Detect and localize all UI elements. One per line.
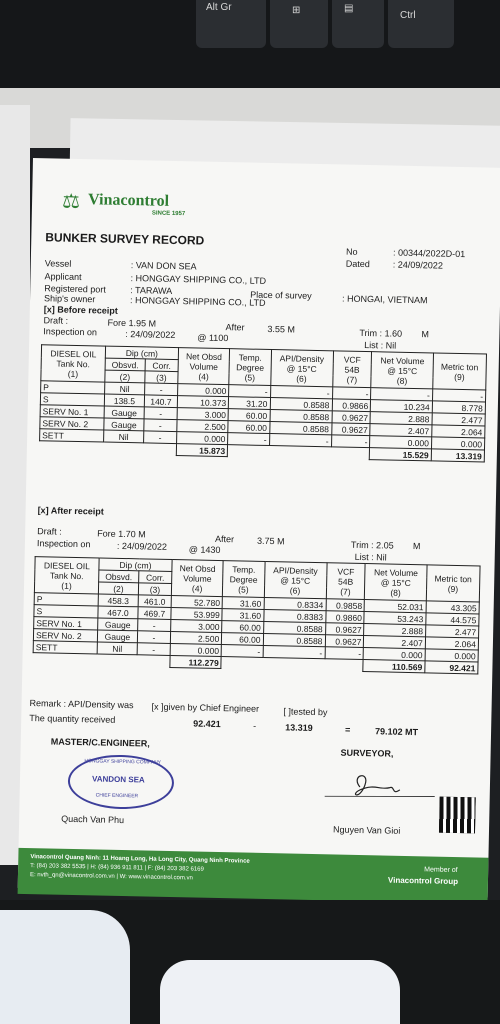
- before-after: 3.55 M: [267, 323, 296, 335]
- value-cell: 467.0: [98, 606, 138, 619]
- value-cell: 0.000: [177, 432, 229, 445]
- value-cell: 0.000: [363, 648, 425, 661]
- value-cell: -: [145, 383, 178, 396]
- value-cell: 31.60: [222, 609, 263, 622]
- logo-since: SINCE 1957: [151, 210, 186, 218]
- value-cell: 2.477: [425, 625, 478, 638]
- value-cell: 52.031: [364, 600, 426, 613]
- value-cell: 0.9860: [325, 611, 364, 624]
- value-cell: 2.064: [432, 425, 485, 438]
- value-cell: -: [325, 647, 364, 660]
- value-cell: Nil: [105, 382, 145, 395]
- surveyor-signature: [320, 764, 441, 807]
- after-fore: Fore 1.70 M: [97, 528, 146, 540]
- value-cell: -: [432, 389, 485, 402]
- value-cell: 44.575: [426, 613, 479, 626]
- footer-address: Vinacontrol Quang Ninh: 11 Hoang Long, Ha Long City, Quang Ninh Province: [30, 854, 250, 865]
- glove: [0, 910, 130, 1024]
- dated-value: : 24/09/2022: [392, 259, 443, 271]
- value-cell: -: [137, 643, 170, 656]
- value-cell: 0.8588: [270, 398, 332, 411]
- applicant-label: Applicant: [44, 271, 82, 283]
- value-cell: -: [263, 645, 325, 658]
- col-mt: Metric ton (9): [426, 565, 480, 602]
- value-cell: 0.9866: [332, 399, 371, 412]
- before-list: List : Nil: [364, 339, 397, 351]
- value-cell: 0.8334: [264, 597, 326, 610]
- value-cell: 52.780: [171, 595, 223, 608]
- value-cell: 10.373: [177, 396, 229, 409]
- before-after-label: After: [225, 322, 245, 333]
- no-value: : 00344/2022D-01: [392, 247, 466, 260]
- key-altgr[interactable]: Alt Gr: [196, 0, 266, 48]
- after-after-label: After: [214, 533, 235, 545]
- col-api: API/Density @ 15°C (6): [270, 350, 333, 387]
- stamp-top-text: HONGGAY SHIPPING COMPANY: [84, 758, 162, 766]
- value-cell: 0.000: [370, 436, 432, 449]
- value-cell: 0.8588: [270, 410, 332, 423]
- tank-cell: SERV No. 1: [34, 617, 98, 630]
- tank-cell: S: [34, 605, 98, 618]
- owner-label: Ship's owner: [43, 293, 96, 305]
- remark-tested: [ ]tested by: [283, 706, 328, 718]
- value-cell: 0.000: [425, 649, 478, 662]
- before-fore: Fore 1.95 M: [107, 317, 157, 329]
- col-net: Net Obsd Volume (4): [178, 348, 230, 385]
- col-corr-n: (3): [138, 583, 171, 596]
- col-obsvd-n: (2): [105, 370, 145, 383]
- company-stamp: [67, 754, 174, 810]
- value-cell: 138.5: [104, 394, 144, 407]
- after-trim-unit: M: [412, 541, 421, 552]
- master-name: Quach Van Phu: [61, 813, 125, 826]
- col-corr-n: (3): [145, 371, 178, 384]
- value-cell: -: [228, 433, 269, 446]
- value-cell: 8.778: [432, 401, 485, 414]
- no-label: No: [346, 246, 358, 257]
- stamp-bottom-text: CHIEF ENGINEER: [95, 792, 139, 800]
- value-cell: 2.888: [370, 412, 432, 425]
- surveyor-title: SURVEYOR,: [340, 747, 394, 759]
- value-cell: -: [270, 386, 332, 399]
- before-total-netvol: 15.529: [370, 448, 432, 461]
- value-cell: 0.8588: [263, 633, 325, 646]
- value-cell: 2.407: [364, 636, 426, 649]
- port-label: Registered port: [44, 283, 106, 295]
- value-cell: Nil: [104, 430, 144, 443]
- owner-value: : HONGGAY SHIPPING CO., LTD: [129, 295, 266, 308]
- col-vcf: VCF 54B (7): [326, 563, 366, 600]
- col-temp: Temp. Degree (5): [223, 561, 265, 598]
- tank-cell: P: [34, 593, 98, 606]
- value-cell: Gauge: [98, 618, 138, 631]
- value-cell: 3.000: [177, 408, 229, 421]
- value-cell: 2.407: [370, 424, 432, 437]
- col-netvol: Net Volume @ 15°C (8): [371, 352, 433, 389]
- value-cell: 461.0: [138, 595, 171, 608]
- after-trim: Trim : 2.05: [350, 539, 394, 551]
- value-cell: Gauge: [104, 406, 144, 419]
- value-cell: 0.9627: [325, 635, 364, 648]
- remark-given: [x ]given by Chief Engineer: [151, 701, 260, 714]
- sleeve: [160, 960, 400, 1024]
- col-tank: DIESEL OIL Tank No. (1): [34, 557, 99, 594]
- after-draft-label: Draft :: [37, 526, 62, 537]
- value-cell: -: [331, 435, 370, 448]
- value-cell: 458.3: [98, 594, 138, 607]
- col-mt: Metric ton (9): [433, 353, 487, 390]
- after-total-volume: 112.279: [170, 655, 222, 668]
- value-cell: 60.00: [228, 421, 269, 434]
- value-cell: 0.8588: [269, 422, 331, 435]
- key-ctrl[interactable]: Ctrl: [388, 0, 454, 48]
- quantity-after: 92.421: [193, 718, 221, 730]
- col-corr: Corr.: [145, 359, 178, 372]
- value-cell: -: [137, 631, 170, 644]
- value-cell: Nil: [97, 642, 137, 655]
- place-value: : HONGAI, VIETNAM: [342, 293, 428, 306]
- tank-cell: SETT: [40, 429, 104, 442]
- before-heading: [x] Before receipt: [43, 304, 118, 316]
- tank-cell: SERV No. 2: [33, 629, 97, 642]
- menu-icon: ▤: [344, 3, 354, 14]
- footer-group: Vinacontrol Group: [387, 875, 459, 887]
- col-net: Net Obsd Volume (4): [171, 560, 223, 597]
- after-total-netvol: 110.569: [363, 660, 425, 673]
- key-menu[interactable]: [332, 0, 384, 48]
- dated-label: Dated: [345, 258, 370, 270]
- vessel-label: Vessel: [44, 258, 72, 269]
- value-cell: 31.60: [222, 597, 263, 610]
- col-netvol: Net Volume @ 15°C (8): [365, 564, 427, 601]
- applicant-value: : HONGGAY SHIPPING CO., LTD: [130, 273, 267, 286]
- tank-cell: SERV No. 1: [40, 405, 104, 418]
- value-cell: -: [221, 645, 262, 658]
- col-obsvd: Obsvd.: [99, 570, 139, 583]
- qr-code-icon: [439, 797, 476, 834]
- port-value: : TARAWA: [130, 285, 173, 296]
- value-cell: -: [269, 434, 331, 447]
- value-cell: 3.000: [171, 619, 223, 632]
- value-cell: Gauge: [104, 418, 144, 431]
- col-dip: Dip (cm): [105, 346, 178, 360]
- col-obsvd: Obsvd.: [105, 358, 145, 371]
- value-cell: 2.888: [364, 624, 426, 637]
- document-footer: [18, 848, 489, 904]
- value-cell: -: [144, 407, 177, 420]
- after-total-mt: 92.421: [425, 661, 478, 674]
- value-cell: -: [144, 419, 177, 432]
- stamp-company: VANDON SEA: [91, 774, 145, 785]
- place-label: Place of survey: [250, 289, 312, 301]
- tank-cell: P: [41, 381, 105, 394]
- quantity-equals: =: [344, 724, 351, 735]
- value-cell: 0.000: [178, 384, 230, 397]
- value-cell: 140.7: [144, 395, 177, 408]
- value-cell: 60.00: [228, 409, 269, 422]
- before-total-mt: 13.319: [431, 449, 484, 462]
- value-cell: 60.00: [222, 633, 263, 646]
- before-inspection-label: Inspection on: [43, 326, 98, 338]
- footer-member: Member of: [424, 866, 458, 875]
- col-temp: Temp. Degree (5): [229, 349, 271, 386]
- tank-cell: S: [40, 393, 104, 406]
- value-cell: 53.999: [171, 607, 223, 620]
- tank-cell: SERV No. 2: [40, 417, 104, 430]
- before-inspection-value: : 24/09/2022: [125, 328, 176, 341]
- value-cell: 0.000: [431, 437, 484, 450]
- value-cell: 10.234: [371, 400, 433, 413]
- after-inspection-label: Inspection on: [36, 538, 91, 550]
- value-cell: 2.477: [432, 413, 485, 426]
- value-cell: -: [371, 388, 433, 401]
- col-obsvd-n: (2): [98, 582, 138, 595]
- value-cell: 60.00: [222, 621, 263, 634]
- vessel-value: : VAN DON SEA: [130, 260, 197, 272]
- value-cell: Gauge: [97, 630, 137, 643]
- master-title: MASTER/C.ENGINEER,: [50, 736, 150, 749]
- footer-email: E: nvth_qn@vinacontrol.com.vn | W: www.vinacontrol.com.vn: [29, 872, 193, 882]
- value-cell: 0.000: [170, 643, 222, 656]
- before-total-volume: 15.873: [176, 444, 228, 457]
- quantity-before: 13.319: [285, 722, 313, 733]
- before-draft-label: Draft :: [43, 315, 69, 326]
- footer-phone: T: (84) 203 382 5535 | H: (84) 936 911 811 | F: (84) 203 382 6169: [30, 863, 204, 873]
- value-cell: 0.8383: [263, 609, 325, 622]
- key-windows[interactable]: [270, 0, 328, 48]
- value-cell: 2.500: [177, 420, 229, 433]
- col-vcf: VCF 54B (7): [332, 351, 372, 388]
- col-tank: DIESEL OIL Tank No. (1): [41, 345, 106, 382]
- value-cell: -: [229, 385, 270, 398]
- col-corr: Corr.: [139, 571, 172, 584]
- value-cell: 0.9858: [326, 599, 365, 612]
- col-api: API/Density @ 15°C (6): [264, 561, 327, 598]
- value-cell: 2.064: [425, 637, 478, 650]
- quantity-minus: -: [253, 720, 257, 731]
- value-cell: -: [144, 431, 177, 444]
- value-cell: 2.500: [170, 631, 222, 644]
- before-table: [39, 344, 487, 462]
- value-cell: 469.7: [138, 607, 171, 620]
- value-cell: 0.9627: [325, 623, 364, 636]
- after-inspection-value: : 24/09/2022: [116, 540, 168, 552]
- after-time: @ 1430: [188, 544, 221, 556]
- col-dip: Dip (cm): [99, 558, 172, 572]
- value-cell: 43.305: [426, 601, 479, 614]
- bunker-survey-document: [18, 158, 500, 898]
- balance-icon: ⚖: [61, 190, 81, 213]
- after-heading: [x] After receipt: [37, 505, 104, 517]
- logo-name: Vinacontrol: [87, 191, 170, 210]
- quantity-result: 79.102 MT: [374, 726, 419, 738]
- remark-text: Remark : API/Density was: [29, 698, 134, 711]
- keyboard: [0, 0, 500, 95]
- surveyor-name: Nguyen Van Gioi: [332, 824, 401, 836]
- after-list: List : Nil: [354, 551, 387, 563]
- value-cell: 0.9627: [331, 423, 370, 436]
- before-trim: Trim : 1.60: [359, 327, 403, 339]
- quantity-label: The quantity received: [29, 713, 116, 725]
- value-cell: 53.243: [364, 612, 426, 625]
- before-trim-unit: M: [421, 329, 429, 340]
- value-cell: -: [332, 387, 371, 400]
- value-cell: 0.8588: [263, 621, 325, 634]
- value-cell: -: [138, 619, 171, 632]
- after-after: 3.75 M: [256, 535, 285, 547]
- value-cell: 31.20: [229, 397, 270, 410]
- before-time: @ 1100: [197, 332, 229, 344]
- tank-cell: SETT: [33, 641, 97, 654]
- value-cell: 0.9627: [332, 411, 371, 424]
- page-title: BUNKER SURVEY RECORD: [45, 230, 205, 248]
- after-table: [32, 556, 480, 674]
- windows-icon: ⊞: [292, 5, 301, 16]
